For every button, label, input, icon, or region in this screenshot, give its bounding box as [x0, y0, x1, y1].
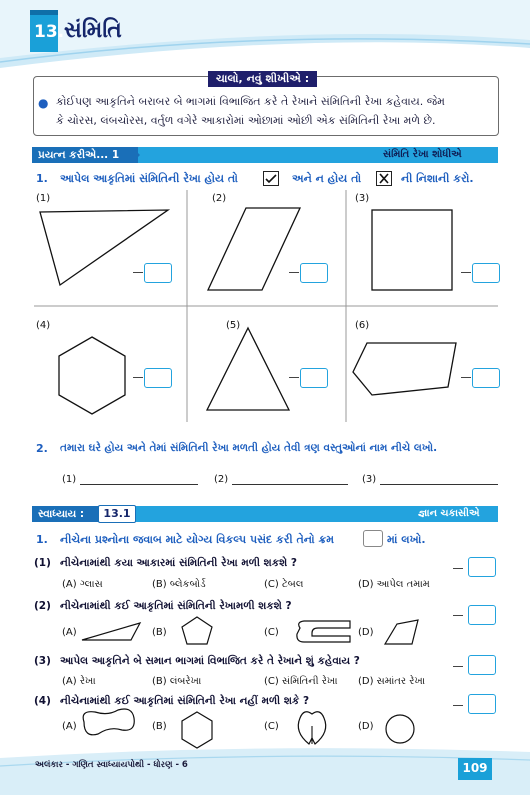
q1-text-b: અને ન હોય તો — [292, 172, 362, 185]
q2-text: તમારા ઘરે હોય અને તેમાં સંમિતિની રેખા મળતી હોય તેવી ત્રણ વસ્તુઓનાં નામ નીચે લખો. — [60, 442, 438, 454]
mcq4-number: (4) — [34, 695, 51, 707]
try-section-right: સંમિતિ રેખા શોધીએ — [383, 149, 462, 160]
chapter-title: સંમિતિ — [64, 18, 122, 43]
practice-section-tab: સ્વાધ્યાય : — [32, 506, 104, 522]
page-number: 109 — [462, 761, 488, 775]
mcq2-option-a[interactable]: (A) — [62, 627, 77, 638]
mcq3-option-d[interactable]: (D) સમાંતર રેખા — [358, 676, 426, 687]
mcq4-option-c[interactable]: (C) — [264, 721, 279, 732]
practice-section-right: જ્ઞાન ચકાસીએ — [418, 508, 480, 519]
bullet-icon: ● — [38, 96, 49, 110]
practice-badge: 13.1 — [98, 505, 136, 523]
try-section-tab: પ્રયત્ન કરીએ... 1 — [32, 147, 138, 163]
cell-label-1: (1) — [36, 193, 51, 204]
blank-label-3: (3) — [362, 474, 377, 485]
mcq3-option-c[interactable]: (C) સંમિતિની રેખા — [264, 676, 338, 687]
blank-label-2: (2) — [214, 474, 229, 485]
p1-number: 1. — [36, 533, 48, 546]
intro-line-1: કોઈપણ આકૃતિને બરાબર બે ભાગમાં વિભાજિત કરે તે રેખાને સંમિતિની રેખા કહેવાય. જેમ — [56, 95, 445, 108]
mcq2-number: (2) — [34, 600, 51, 612]
q2-number: 2. — [36, 442, 48, 455]
mcq1-number: (1) — [34, 557, 51, 569]
chapter-number: 13. — [34, 22, 65, 42]
mcq3-option-a[interactable]: (A) રેખા — [62, 676, 96, 687]
mcq2-option-d[interactable]: (D) — [358, 627, 374, 638]
cell-label-6: (6) — [355, 320, 370, 331]
p1-text-b: માં લખો. — [387, 533, 426, 546]
mcq2-option-c[interactable]: (C) — [264, 627, 279, 638]
intro-line-2: કે ચોરસ, લંબચોરસ, વર્તુળ વગેરે આકારોમાં ઓછામાં ઓછી એક સંમિતિની રેખા મળે છે. — [56, 114, 436, 127]
cell-label-2: (2) — [212, 193, 227, 204]
mcq2-question: નીચેનામાંથી કઈ આકૃતિમાં સંમિતિની રેખામળી શકશે ? — [60, 600, 292, 612]
intro-tag: ચાલો, નવું શીખીએ : — [208, 71, 317, 87]
mcq4-option-d[interactable]: (D) — [358, 721, 374, 732]
mcq1-question: નીચેનામાંથી કયા આકારમાં સંમિતિની રેખા મળી શકશે ? — [60, 557, 297, 569]
mcq1-option-a[interactable]: (A) ગ્લાસ — [62, 579, 103, 590]
mcq1-option-d[interactable]: (D) આપેલ તમામ — [358, 579, 430, 590]
mcq4-option-a[interactable]: (A) — [62, 721, 77, 732]
footer-left: અલંકાર - ગણિત સ્વાધ્યાયપોથી - ધોરણ - 6 — [35, 760, 188, 770]
mcq3-number: (3) — [34, 655, 51, 667]
mcq4-option-b[interactable]: (B) — [152, 721, 167, 732]
mcq1-option-b[interactable]: (B) બ્લેકબોર્ડ — [152, 579, 206, 590]
cell-label-4: (4) — [36, 320, 51, 331]
mcq4-question: નીચેનામાંથી કઈ આકૃતિમાં સંમિતિની રેખા નહીં મળી શકે ? — [60, 695, 310, 707]
q1-text-c: ની નિશાની કરો. — [401, 172, 474, 185]
cell-label-5: (5) — [226, 320, 241, 331]
blank-label-1: (1) — [62, 474, 77, 485]
q1-text-a: આપેલ આકૃતિમાં સંમિતિની રેખા હોય તો — [60, 172, 238, 185]
p1-text-a: નીચેના પ્રશ્નોના જવાબ માટે યોગ્ય વિકલ્પ પસંદ કરી તેનો ક્રમ — [60, 533, 335, 546]
cell-label-3: (3) — [355, 193, 370, 204]
mcq3-question: આપેલ આકૃતિને બે સમાન ભાગમાં વિભાજિત કરે તે રેખાને શું કહેવાય ? — [60, 655, 360, 667]
mcq1-option-c[interactable]: (C) ટેબલ — [264, 579, 304, 590]
q1-number: 1. — [36, 172, 48, 185]
mcq2-option-b[interactable]: (B) — [152, 627, 167, 638]
mcq3-option-b[interactable]: (B) લંબરેખા — [152, 676, 202, 687]
